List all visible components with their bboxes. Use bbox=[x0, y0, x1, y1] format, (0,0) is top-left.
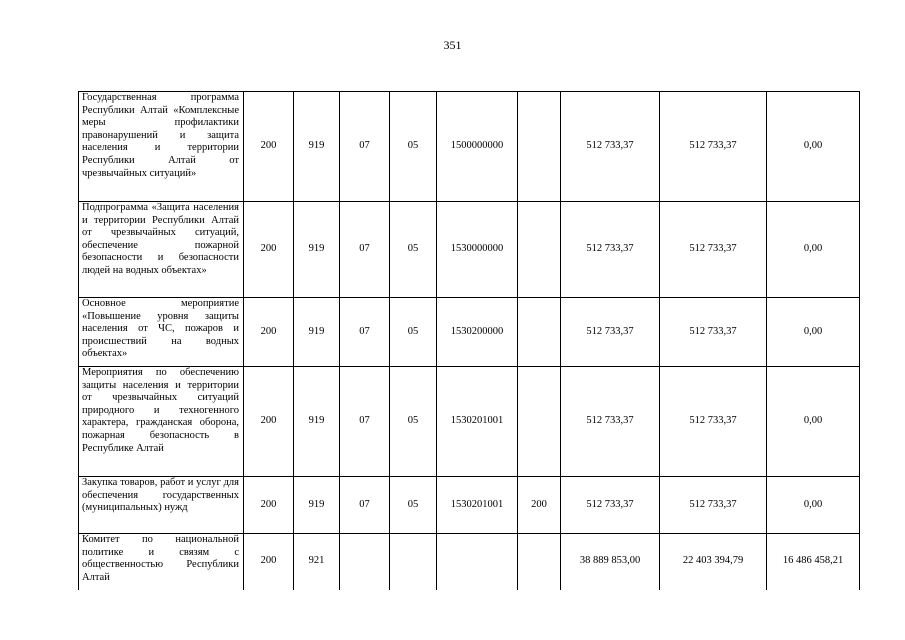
cell-c1: 200 bbox=[244, 298, 294, 367]
cell-c9: 0,00 bbox=[767, 202, 860, 298]
row-name: Подпрограмма «Защита населения и территории Республики Алтай от чрезвычайных ситуаций, обеспечение пожарной безопасности и безопасности людей на водных объектах» bbox=[79, 202, 244, 298]
cell-c8: 512 733,37 bbox=[660, 477, 767, 534]
cell-c8: 512 733,37 bbox=[660, 92, 767, 202]
cell-c9: 16 486 458,21 bbox=[767, 534, 860, 590]
cell-c4 bbox=[390, 534, 437, 590]
cell-c4: 05 bbox=[390, 202, 437, 298]
cell-c9: 0,00 bbox=[767, 298, 860, 367]
cell-c7: 512 733,37 bbox=[561, 202, 660, 298]
cell-c8: 22 403 394,79 bbox=[660, 534, 767, 590]
cell-c8: 512 733,37 bbox=[660, 367, 767, 477]
table-row bbox=[79, 367, 860, 477]
cell-c7: 512 733,37 bbox=[561, 477, 660, 534]
cell-c2: 919 bbox=[294, 477, 340, 534]
table-row bbox=[79, 534, 860, 590]
cell-c1: 200 bbox=[244, 534, 294, 590]
cell-c2: 919 bbox=[294, 202, 340, 298]
row-name: Мероприятия по обеспечению защиты населения и территории от чрезвычайных ситуаций природного и техногенного характера, гражданская оборона, пожарная безопасность в Республике Алтай bbox=[79, 367, 244, 477]
table-row bbox=[79, 92, 860, 202]
cell-c9: 0,00 bbox=[767, 477, 860, 534]
cell-c3 bbox=[340, 534, 390, 590]
cell-c1: 200 bbox=[244, 367, 294, 477]
cell-c5 bbox=[437, 534, 518, 590]
cell-c7: 38 889 853,00 bbox=[561, 534, 660, 590]
cell-c1: 200 bbox=[244, 202, 294, 298]
cell-c9: 0,00 bbox=[767, 367, 860, 477]
row-name: Государственная программа Республики Алтай «Комплексные меры профилактики правонарушений и защита населения и территории Республики Алтай от чрезвычайных ситуаций» bbox=[79, 92, 244, 202]
cell-c2: 919 bbox=[294, 367, 340, 477]
budget-table bbox=[78, 91, 860, 590]
row-name: Закупка товаров, работ и услуг для обеспечения государственных (муниципальных) нужд bbox=[79, 477, 244, 534]
cell-c4: 05 bbox=[390, 92, 437, 202]
table-row bbox=[79, 202, 860, 298]
cell-c5: 1530200000 bbox=[437, 298, 518, 367]
row-name: Комитет по национальной политике и связям с общественностью Республики Алтай bbox=[79, 534, 244, 590]
cell-c6 bbox=[518, 202, 561, 298]
cell-c8: 512 733,37 bbox=[660, 202, 767, 298]
cell-c3: 07 bbox=[340, 298, 390, 367]
cell-c6: 200 bbox=[518, 477, 561, 534]
cell-c3: 07 bbox=[340, 92, 390, 202]
cell-c4: 05 bbox=[390, 298, 437, 367]
cell-c9: 0,00 bbox=[767, 92, 860, 202]
cell-c7: 512 733,37 bbox=[561, 92, 660, 202]
cell-c7: 512 733,37 bbox=[561, 367, 660, 477]
cell-c1: 200 bbox=[244, 92, 294, 202]
cell-c2: 919 bbox=[294, 298, 340, 367]
cell-c3: 07 bbox=[340, 202, 390, 298]
table-row bbox=[79, 477, 860, 534]
cell-c3: 07 bbox=[340, 367, 390, 477]
row-name: Основное мероприятие «Повышение уровня защиты населения от ЧС, пожаров и происшествий на водных объектах» bbox=[79, 298, 244, 367]
cell-c5: 1530201001 bbox=[437, 367, 518, 477]
cell-c2: 921 bbox=[294, 534, 340, 590]
cell-c4: 05 bbox=[390, 367, 437, 477]
cell-c2: 919 bbox=[294, 92, 340, 202]
cell-c4: 05 bbox=[390, 477, 437, 534]
cell-c5: 1530201001 bbox=[437, 477, 518, 534]
cell-c8: 512 733,37 bbox=[660, 298, 767, 367]
cell-c1: 200 bbox=[244, 477, 294, 534]
cell-c5: 1500000000 bbox=[437, 92, 518, 202]
cell-c3: 07 bbox=[340, 477, 390, 534]
cell-c7: 512 733,37 bbox=[561, 298, 660, 367]
cell-c6 bbox=[518, 534, 561, 590]
cell-c6 bbox=[518, 298, 561, 367]
cell-c6 bbox=[518, 367, 561, 477]
cell-c6 bbox=[518, 92, 561, 202]
page-number: 351 bbox=[443, 38, 462, 52]
cell-c5: 1530000000 bbox=[437, 202, 518, 298]
table-row bbox=[79, 298, 860, 367]
